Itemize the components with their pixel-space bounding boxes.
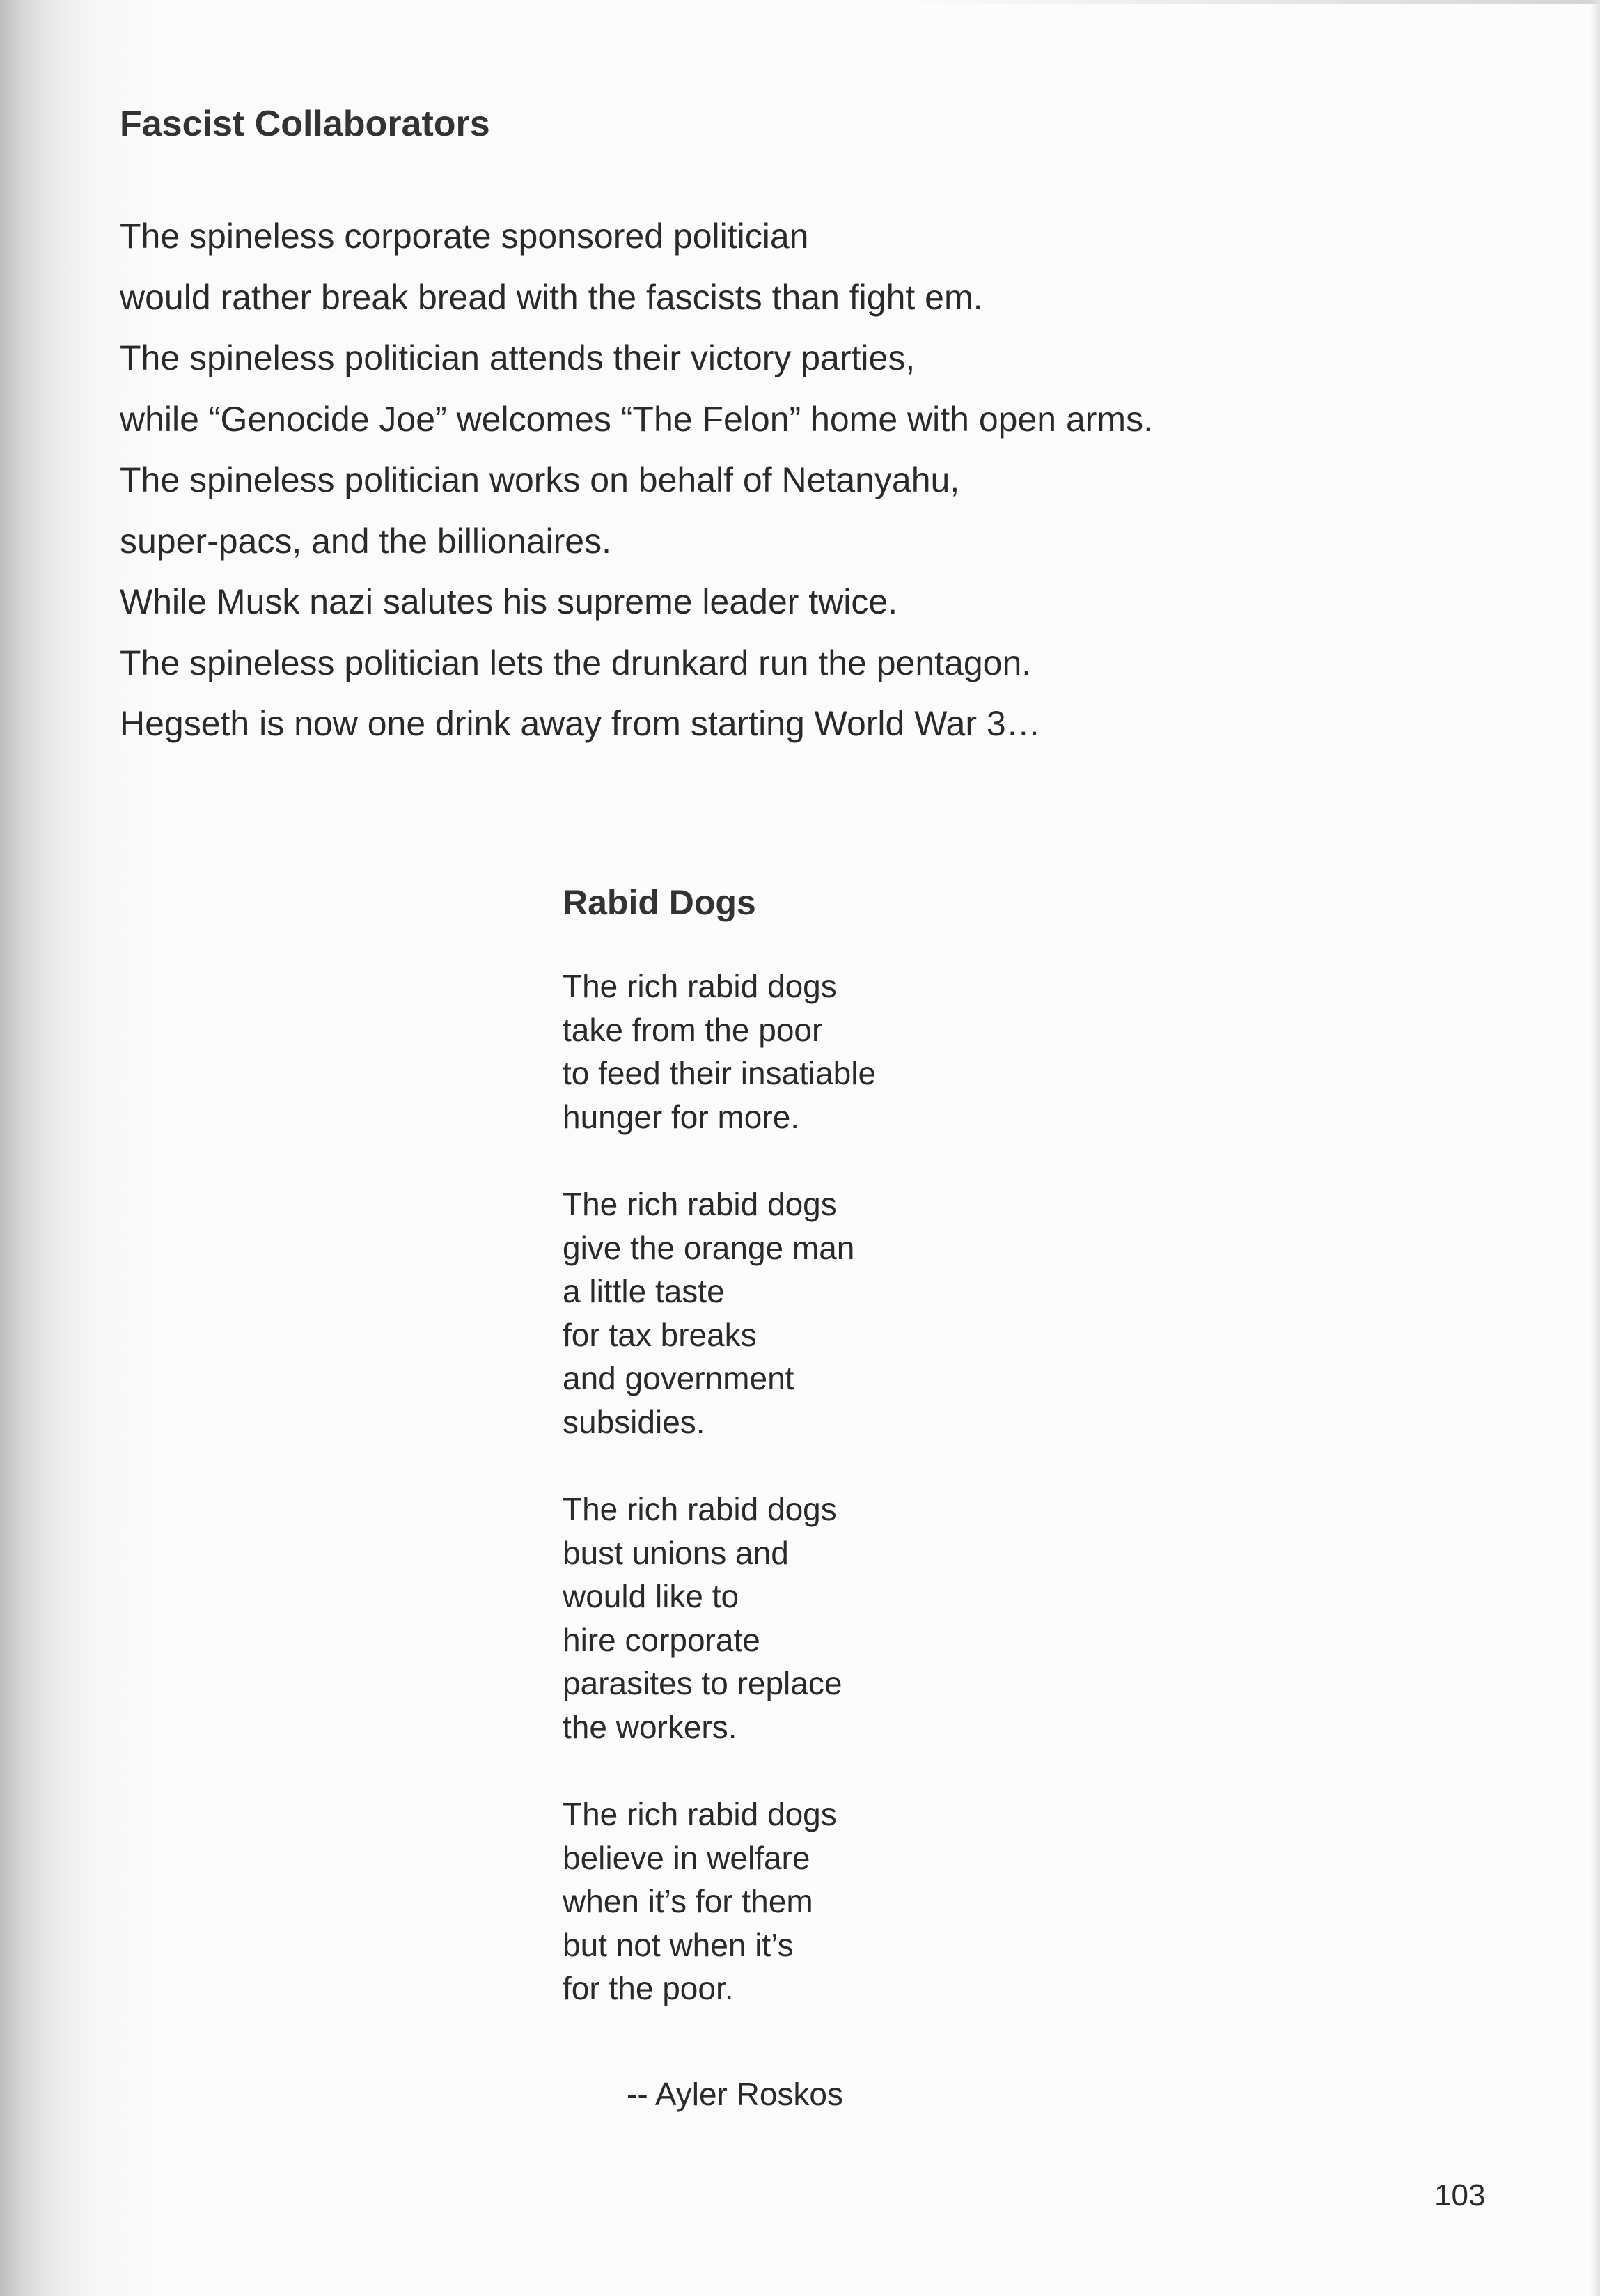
poem-title: Fascist Collaborators [120, 104, 490, 144]
author-attribution: -- Ayler Roskos [627, 2076, 844, 2112]
stanza [563, 1487, 876, 1749]
poem-line: The spineless politician attends their victory parties, [120, 338, 916, 377]
poem-line: to feed their insatiable [563, 1055, 877, 1091]
poem-line: believe in welfare [563, 1839, 810, 1876]
stanza [563, 965, 876, 1139]
poem-line: and government [563, 1360, 794, 1396]
poem-line: bust unions and [563, 1534, 789, 1571]
poem-line: The rich rabid dogs [563, 1491, 837, 1527]
page-right-edge [1590, 0, 1600, 2296]
poem-line: subsidies. [563, 1403, 705, 1440]
poem-line: for tax breaks [563, 1316, 757, 1353]
poem-rabid-dogs [563, 882, 876, 2054]
poem-line: take from the poor [563, 1011, 823, 1048]
poem-line: when it’s for them [563, 1883, 813, 1919]
poem-line: While Musk nazi salutes his supreme leader twice. [120, 582, 898, 621]
poem-line: would rather break bread with the fascists than fight em. [120, 277, 983, 317]
poem-line: for the poor. [563, 1970, 734, 2006]
poem-line: give the orange man [563, 1229, 855, 1266]
poem-line: The spineless corporate sponsored politician [120, 217, 809, 256]
poem-title: Rabid Dogs [563, 883, 756, 922]
poem-line: would like to [563, 1578, 739, 1614]
poem-line: Hegseth is now one drink away from starting World War 3… [120, 704, 1041, 743]
stanza [563, 1793, 876, 2010]
poem-line: parasites to replace [563, 1665, 842, 1701]
poem-line: a little taste [563, 1273, 725, 1309]
stanza [563, 1182, 876, 1444]
poem-line: but not when it’s [563, 1926, 794, 1963]
page-number: 103 [1434, 2178, 1486, 2212]
poem-line: The rich rabid dogs [563, 1186, 837, 1222]
page-top-edge [905, 0, 1600, 4]
poem-line: The rich rabid dogs [563, 968, 837, 1004]
poem-line: hire corporate [563, 1621, 760, 1658]
poem-line: The spineless politician lets the drunkard run the pentagon. [120, 643, 1032, 682]
poem-line: the workers. [563, 1708, 737, 1745]
poem-line: super-pacs, and the billionaires. [120, 521, 611, 561]
poem-line: The rich rabid dogs [563, 1796, 837, 1832]
poem-line: while “Genocide Joe” welcomes “The Felon” home with open arms. [120, 399, 1153, 439]
poem-line: The spineless politician works on behalf of Netanyahu, [120, 460, 960, 499]
poem-line: hunger for more. [563, 1098, 800, 1135]
poem-body [120, 206, 1153, 755]
